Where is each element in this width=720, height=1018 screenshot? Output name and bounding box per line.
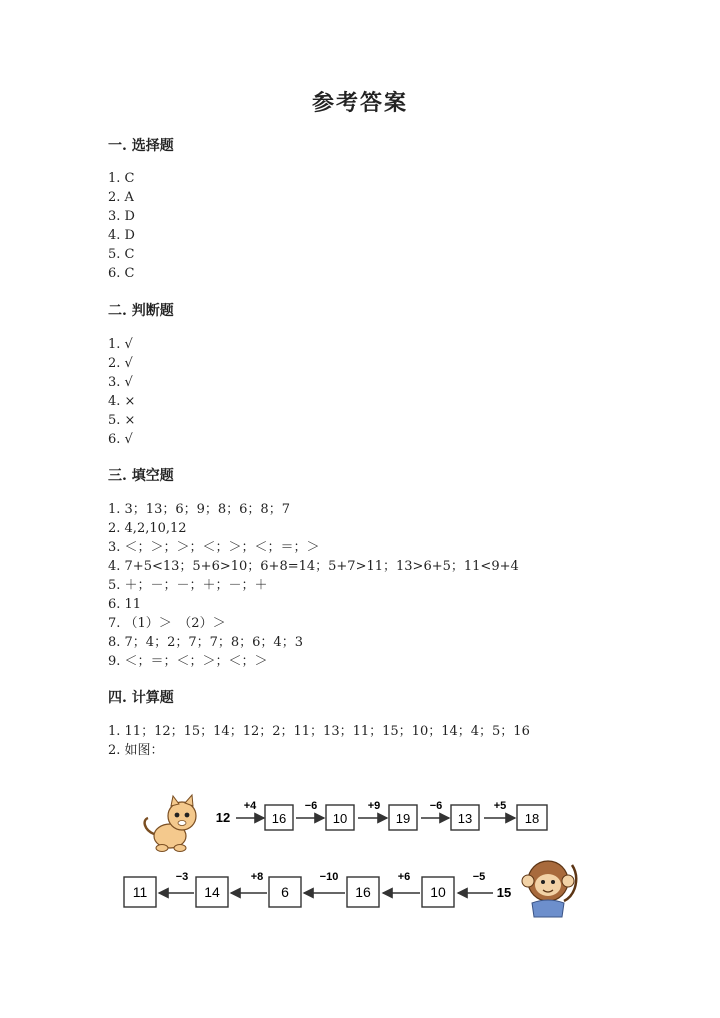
answer-line: 1. 11；12；15；14；12；2；11；13；11；15；10；14；4；5；16 [108,724,530,739]
cat-illustration [145,795,196,852]
answer-line: 4. 7+5<13；5+6>10；6+8=14；5+7>11；13>6+5；11<9+4 [108,559,519,574]
answer-line: 2. 如图： [108,743,164,758]
op-arrow [484,800,515,818]
answer-line: 6. C [108,266,135,281]
answer-line: 4. × [108,394,136,409]
box-value: 16 [355,884,371,900]
answer-line: 3. ＜；＞；＞；＜；＞；＜；＝；＞ [108,540,320,555]
answer-line: 2. A [108,190,134,205]
op-arrow [231,871,267,893]
box-value: 19 [395,811,411,826]
op-arrow [358,800,387,818]
box-value: 10 [430,884,446,900]
op-arrow [421,800,449,818]
op-label: −6 [429,800,443,812]
start-number: 12 [215,810,231,825]
answer-line: 5. C [108,247,135,262]
answer-line: 4. D [108,228,135,243]
section-heading-judge: 二. 判断题 [108,303,174,319]
op-arrow [383,871,420,893]
op-label: +5 [493,800,507,812]
answer-line: 9. ＜；＝；＜；＞；＜；＞ [108,654,268,669]
op-arrow [159,871,194,893]
answer-line: 1. 3；13；6；9；8；6；8；7 [108,502,290,517]
monkey-illustration [522,861,576,917]
answer-line: 3. √ [108,375,133,390]
start-number: 15 [496,885,512,900]
answer-line: 5. × [108,413,136,428]
answer-line: 1. C [108,171,135,186]
box-value: 18 [524,811,540,826]
op-arrow [296,800,324,818]
op-arrow [236,800,264,818]
op-label: −3 [175,871,189,883]
box-value: 6 [281,884,289,900]
box-value: 14 [204,884,220,900]
op-label: +8 [250,871,264,883]
answer-line: 2. √ [108,356,133,371]
answer-line: 6. 11 [108,597,142,612]
box-value: 10 [332,811,348,826]
answer-line: 8. 7；4；2；7；7；8；6；4；3 [108,635,303,650]
page-title: 参考答案 [311,90,408,116]
op-arrow [458,871,493,893]
answer-line: 5. ＋；－；－；＋；－；＋ [108,578,268,593]
op-label: +6 [397,871,411,883]
op-label: −10 [319,871,339,883]
answer-line: 7. （1）＞ （2）＞ [108,616,226,631]
op-label: −6 [304,800,318,812]
section-heading-fill: 三. 填空题 [108,468,174,484]
answer-line: 3. D [108,209,135,224]
op-arrow [304,871,345,893]
section-heading-choice: 一. 选择题 [108,138,174,154]
op-label: +9 [367,800,381,812]
box-value: 11 [132,884,148,900]
box-value: 16 [271,811,287,826]
answer-line: 6. √ [108,432,133,447]
answer-line: 2. 4,2,10,12 [108,521,187,536]
op-label: −5 [472,871,486,883]
op-label: +4 [243,800,257,812]
box-value: 13 [457,811,473,826]
section-heading-calc: 四. 计算题 [108,690,174,706]
calculation-chain-figure [0,780,720,930]
answer-line: 1. √ [108,337,133,352]
